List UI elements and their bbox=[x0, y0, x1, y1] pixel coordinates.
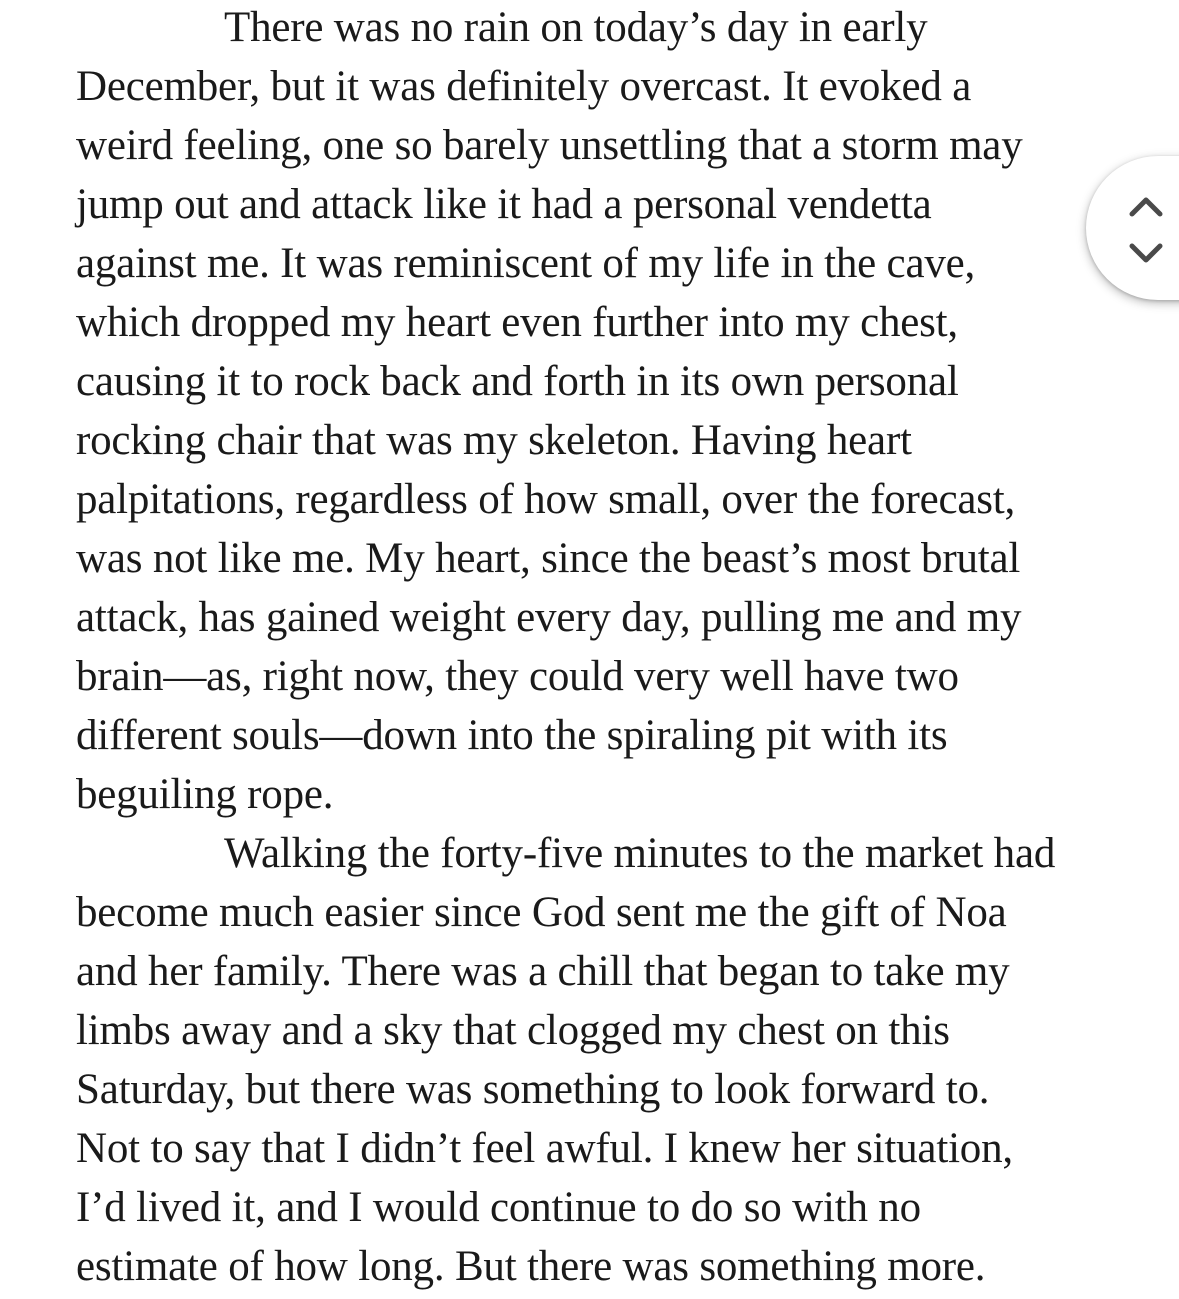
text-line: against me. It was reminiscent of my life in the cave, bbox=[76, 240, 976, 287]
text-line: I’d lived it, and I would continue to do so with no bbox=[76, 1184, 921, 1231]
chevron-down-icon[interactable] bbox=[1126, 232, 1166, 272]
text-line: beguiling rope. bbox=[76, 771, 334, 818]
text-line: brain—as, right now, they could very well have two bbox=[76, 653, 959, 700]
text-line: rocking chair that was my skeleton. Having heart bbox=[76, 417, 912, 464]
text-line: Not to say that I didn’t feel awful. I knew her situation, bbox=[76, 1125, 1013, 1172]
text-line: and her family. There was a chill that began to take my bbox=[76, 948, 1010, 995]
text-line: palpitations, regardless of how small, over the forecast, bbox=[76, 476, 1016, 523]
document-body bbox=[76, 0, 1106, 1296]
text-line: estimate of how long. But there was something more. bbox=[76, 1243, 986, 1290]
text-line: There was no rain on today’s day in early bbox=[224, 4, 928, 51]
text-line: different souls—down into the spiraling pit with its bbox=[76, 712, 948, 759]
text-line: limbs away and a sky that clogged my chest on this bbox=[76, 1007, 950, 1054]
paragraph-1 bbox=[76, 0, 1106, 824]
text-line: Walking the forty-five minutes to the market had bbox=[224, 830, 1056, 877]
text-line: become much easier since God sent me the gift of Noa bbox=[76, 889, 1007, 936]
text-line: attack, has gained weight every day, pulling me and my bbox=[76, 594, 1022, 641]
text-line: was not like me. My heart, since the beast’s most brutal bbox=[76, 535, 1021, 582]
text-line: weird feeling, one so barely unsettling that a storm may bbox=[76, 122, 1023, 169]
paragraph-2 bbox=[76, 824, 1106, 1296]
text-line: causing it to rock back and forth in its own personal bbox=[76, 358, 959, 405]
text-line: which dropped my heart even further into my chest, bbox=[76, 299, 958, 346]
text-line: jump out and attack like it had a personal vendetta bbox=[76, 181, 932, 228]
text-line: December, but it was definitely overcast. It evoked a bbox=[76, 63, 972, 110]
chevron-up-icon[interactable] bbox=[1126, 188, 1166, 228]
text-line: Saturday, but there was something to look forward to. bbox=[76, 1066, 990, 1113]
